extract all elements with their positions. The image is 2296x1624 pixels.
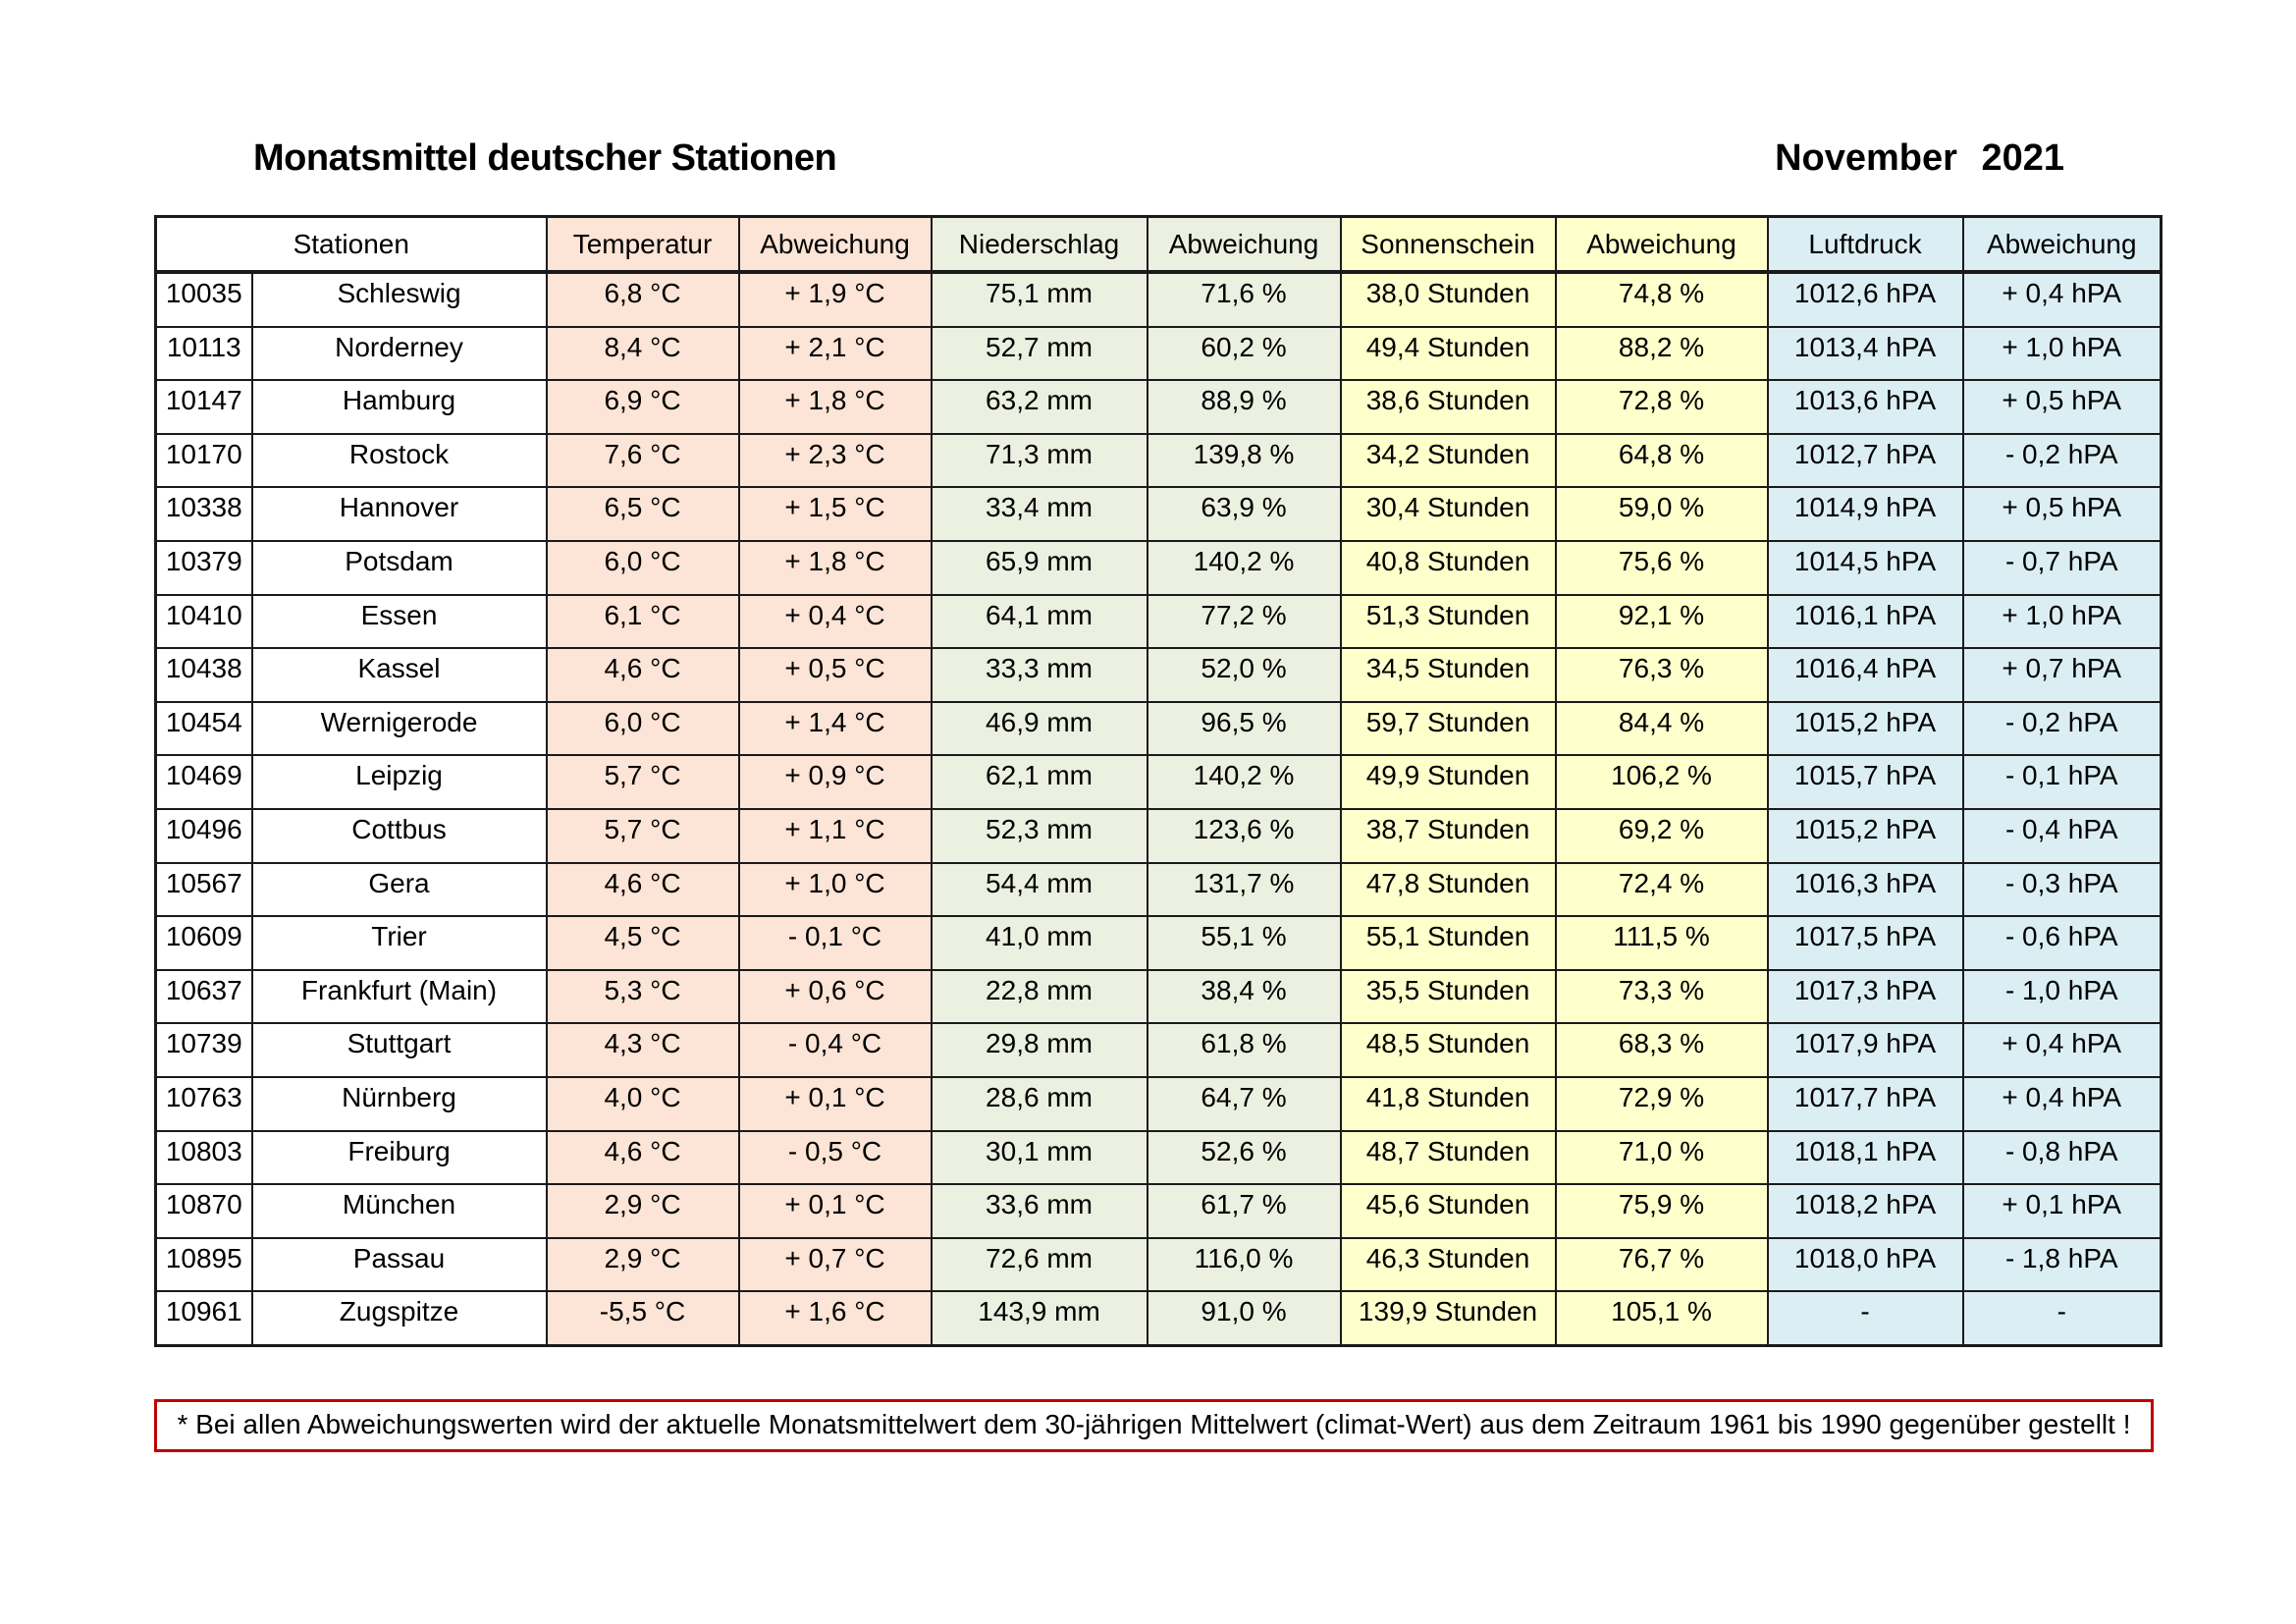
precipitation-cell: 30,1 mm xyxy=(932,1131,1148,1185)
header-precipitation-deviation: Abweichung xyxy=(1148,217,1341,273)
temperature-deviation-cell: + 1,8 °C xyxy=(739,541,932,595)
sunshine-cell: 41,8 Stunden xyxy=(1341,1077,1556,1131)
station-id-cell: 10609 xyxy=(156,916,252,970)
precipitation-deviation-cell: 38,4 % xyxy=(1148,970,1341,1024)
station-id-cell: 10113 xyxy=(156,327,252,381)
table-header-row xyxy=(156,217,2162,273)
station-name-cell: Schleswig xyxy=(252,272,547,327)
precipitation-cell: 75,1 mm xyxy=(932,272,1148,327)
sunshine-deviation-cell: 88,2 % xyxy=(1556,327,1768,381)
station-id-cell: 10739 xyxy=(156,1023,252,1077)
station-name-cell: Hannover xyxy=(252,487,547,541)
station-name-cell: Stuttgart xyxy=(252,1023,547,1077)
station-id-cell: 10870 xyxy=(156,1184,252,1238)
title-row xyxy=(253,137,2064,196)
station-name-cell: München xyxy=(252,1184,547,1238)
table-row xyxy=(156,863,2162,917)
precipitation-cell: 62,1 mm xyxy=(932,755,1148,809)
sunshine-deviation-cell: 76,3 % xyxy=(1556,648,1768,702)
station-name-cell: Essen xyxy=(252,595,547,649)
pressure-cell: 1017,3 hPA xyxy=(1768,970,1963,1024)
precipitation-deviation-cell: 64,7 % xyxy=(1148,1077,1341,1131)
temperature-deviation-cell: + 0,1 °C xyxy=(739,1077,932,1131)
precipitation-cell: 46,9 mm xyxy=(932,702,1148,756)
temperature-cell: 6,9 °C xyxy=(547,380,739,434)
header-temperature-deviation: Abweichung xyxy=(739,217,932,273)
station-id-cell: 10338 xyxy=(156,487,252,541)
header-sunshine-deviation: Abweichung xyxy=(1556,217,1768,273)
sunshine-deviation-cell: 59,0 % xyxy=(1556,487,1768,541)
header-pressure-deviation: Abweichung xyxy=(1963,217,2162,273)
sunshine-cell: 35,5 Stunden xyxy=(1341,970,1556,1024)
sunshine-deviation-cell: 72,4 % xyxy=(1556,863,1768,917)
precipitation-deviation-cell: 88,9 % xyxy=(1148,380,1341,434)
precipitation-cell: 65,9 mm xyxy=(932,541,1148,595)
precipitation-cell: 52,3 mm xyxy=(932,809,1148,863)
temperature-cell: 4,6 °C xyxy=(547,648,739,702)
temperature-deviation-cell: + 1,6 °C xyxy=(739,1291,932,1345)
precipitation-cell: 54,4 mm xyxy=(932,863,1148,917)
station-name-cell: Wernigerode xyxy=(252,702,547,756)
temperature-cell: 6,0 °C xyxy=(547,702,739,756)
sunshine-cell: 49,4 Stunden xyxy=(1341,327,1556,381)
pressure-cell: 1015,7 hPA xyxy=(1768,755,1963,809)
table-row xyxy=(156,595,2162,649)
station-name-cell: Gera xyxy=(252,863,547,917)
temperature-deviation-cell: + 1,9 °C xyxy=(739,272,932,327)
station-id-cell: 10147 xyxy=(156,380,252,434)
pressure-deviation-cell: + 0,4 hPA xyxy=(1963,1023,2162,1077)
pressure-cell: 1014,9 hPA xyxy=(1768,487,1963,541)
station-id-cell: 10496 xyxy=(156,809,252,863)
station-name-cell: Leipzig xyxy=(252,755,547,809)
precipitation-cell: 72,6 mm xyxy=(932,1238,1148,1292)
station-id-cell: 10763 xyxy=(156,1077,252,1131)
pressure-deviation-cell: - 0,8 hPA xyxy=(1963,1131,2162,1185)
precipitation-deviation-cell: 55,1 % xyxy=(1148,916,1341,970)
temperature-deviation-cell: - 0,1 °C xyxy=(739,916,932,970)
precipitation-deviation-cell: 61,7 % xyxy=(1148,1184,1341,1238)
sunshine-deviation-cell: 92,1 % xyxy=(1556,595,1768,649)
precipitation-deviation-cell: 60,2 % xyxy=(1148,327,1341,381)
table-row xyxy=(156,272,2162,327)
table-row xyxy=(156,916,2162,970)
temperature-cell: 6,5 °C xyxy=(547,487,739,541)
precipitation-deviation-cell: 61,8 % xyxy=(1148,1023,1341,1077)
period-label: November 2021 xyxy=(1775,137,2064,179)
station-name-cell: Passau xyxy=(252,1238,547,1292)
pressure-cell: 1015,2 hPA xyxy=(1768,809,1963,863)
sunshine-deviation-cell: 72,8 % xyxy=(1556,380,1768,434)
station-id-cell: 10961 xyxy=(156,1291,252,1345)
precipitation-deviation-cell: 123,6 % xyxy=(1148,809,1341,863)
temperature-cell: 4,6 °C xyxy=(547,1131,739,1185)
pressure-cell: 1013,4 hPA xyxy=(1768,327,1963,381)
temperature-cell: 7,6 °C xyxy=(547,434,739,488)
station-table xyxy=(154,215,2163,1347)
station-id-cell: 10567 xyxy=(156,863,252,917)
sunshine-cell: 30,4 Stunden xyxy=(1341,487,1556,541)
temperature-cell: 4,5 °C xyxy=(547,916,739,970)
header-stations: Stationen xyxy=(156,217,547,273)
pressure-deviation-cell: + 0,4 hPA xyxy=(1963,1077,2162,1131)
pressure-deviation-cell: - 1,8 hPA xyxy=(1963,1238,2162,1292)
sunshine-cell: 34,5 Stunden xyxy=(1341,648,1556,702)
station-name-cell: Frankfurt (Main) xyxy=(252,970,547,1024)
station-name-cell: Norderney xyxy=(252,327,547,381)
sunshine-cell: 38,7 Stunden xyxy=(1341,809,1556,863)
table-row xyxy=(156,1077,2162,1131)
precipitation-deviation-cell: 140,2 % xyxy=(1148,541,1341,595)
precipitation-cell: 71,3 mm xyxy=(932,434,1148,488)
temperature-cell: 8,4 °C xyxy=(547,327,739,381)
table-row xyxy=(156,1023,2162,1077)
precipitation-cell: 64,1 mm xyxy=(932,595,1148,649)
pressure-cell: 1018,1 hPA xyxy=(1768,1131,1963,1185)
temperature-deviation-cell: + 1,0 °C xyxy=(739,863,932,917)
pressure-deviation-cell: + 0,1 hPA xyxy=(1963,1184,2162,1238)
sunshine-deviation-cell: 75,9 % xyxy=(1556,1184,1768,1238)
table-row xyxy=(156,970,2162,1024)
temperature-cell: 6,0 °C xyxy=(547,541,739,595)
precipitation-deviation-cell: 96,5 % xyxy=(1148,702,1341,756)
pressure-cell: 1018,0 hPA xyxy=(1768,1238,1963,1292)
station-id-cell: 10438 xyxy=(156,648,252,702)
pressure-deviation-cell: - 0,4 hPA xyxy=(1963,809,2162,863)
temperature-deviation-cell: + 0,4 °C xyxy=(739,595,932,649)
sunshine-cell: 51,3 Stunden xyxy=(1341,595,1556,649)
station-name-cell: Rostock xyxy=(252,434,547,488)
station-id-cell: 10803 xyxy=(156,1131,252,1185)
station-id-cell: 10454 xyxy=(156,702,252,756)
pressure-deviation-cell: + 1,0 hPA xyxy=(1963,595,2162,649)
station-id-cell: 10410 xyxy=(156,595,252,649)
sunshine-deviation-cell: 64,8 % xyxy=(1556,434,1768,488)
header-precipitation: Niederschlag xyxy=(932,217,1148,273)
temperature-deviation-cell: + 0,5 °C xyxy=(739,648,932,702)
station-name-cell: Zugspitze xyxy=(252,1291,547,1345)
table-row xyxy=(156,648,2162,702)
precipitation-deviation-cell: 52,0 % xyxy=(1148,648,1341,702)
table-body xyxy=(156,272,2162,1346)
table-row xyxy=(156,1291,2162,1345)
pressure-deviation-cell: - 0,3 hPA xyxy=(1963,863,2162,917)
station-name-cell: Freiburg xyxy=(252,1131,547,1185)
sunshine-deviation-cell: 106,2 % xyxy=(1556,755,1768,809)
precipitation-deviation-cell: 71,6 % xyxy=(1148,272,1341,327)
temperature-deviation-cell: + 1,1 °C xyxy=(739,809,932,863)
pressure-deviation-cell: + 0,5 hPA xyxy=(1963,380,2162,434)
pressure-deviation-cell: - 0,1 hPA xyxy=(1963,755,2162,809)
sunshine-deviation-cell: 74,8 % xyxy=(1556,272,1768,327)
sunshine-cell: 38,0 Stunden xyxy=(1341,272,1556,327)
precipitation-deviation-cell: 131,7 % xyxy=(1148,863,1341,917)
pressure-cell: 1014,5 hPA xyxy=(1768,541,1963,595)
pressure-deviation-cell: - 0,2 hPA xyxy=(1963,434,2162,488)
header-pressure: Luftdruck xyxy=(1768,217,1963,273)
sunshine-cell: 34,2 Stunden xyxy=(1341,434,1556,488)
precipitation-cell: 22,8 mm xyxy=(932,970,1148,1024)
temperature-cell: 2,9 °C xyxy=(547,1184,739,1238)
temperature-cell: 5,3 °C xyxy=(547,970,739,1024)
station-id-cell: 10035 xyxy=(156,272,252,327)
sunshine-cell: 48,7 Stunden xyxy=(1341,1131,1556,1185)
table-row xyxy=(156,1131,2162,1185)
sunshine-cell: 55,1 Stunden xyxy=(1341,916,1556,970)
footnote: * Bei allen Abweichungswerten wird der aktuelle Monatsmittelwert dem 30-jährigen Mittelwert (climat-Wert) aus dem Zeitraum 1961 bis 1990 gegenüber gestellt ! xyxy=(154,1399,2154,1452)
sunshine-deviation-cell: 71,0 % xyxy=(1556,1131,1768,1185)
temperature-deviation-cell: + 0,6 °C xyxy=(739,970,932,1024)
temperature-deviation-cell: + 2,3 °C xyxy=(739,434,932,488)
station-id-cell: 10379 xyxy=(156,541,252,595)
pressure-deviation-cell: - xyxy=(1963,1291,2162,1345)
pressure-cell: 1016,4 hPA xyxy=(1768,648,1963,702)
temperature-cell: 5,7 °C xyxy=(547,755,739,809)
pressure-deviation-cell: + 0,7 hPA xyxy=(1963,648,2162,702)
sunshine-cell: 47,8 Stunden xyxy=(1341,863,1556,917)
sunshine-deviation-cell: 75,6 % xyxy=(1556,541,1768,595)
precipitation-cell: 41,0 mm xyxy=(932,916,1148,970)
precipitation-cell: 143,9 mm xyxy=(932,1291,1148,1345)
sunshine-cell: 40,8 Stunden xyxy=(1341,541,1556,595)
precipitation-deviation-cell: 139,8 % xyxy=(1148,434,1341,488)
precipitation-cell: 33,4 mm xyxy=(932,487,1148,541)
sunshine-cell: 38,6 Stunden xyxy=(1341,380,1556,434)
temperature-deviation-cell: - 0,5 °C xyxy=(739,1131,932,1185)
sunshine-cell: 48,5 Stunden xyxy=(1341,1023,1556,1077)
pressure-cell: 1017,7 hPA xyxy=(1768,1077,1963,1131)
sunshine-deviation-cell: 68,3 % xyxy=(1556,1023,1768,1077)
table-row xyxy=(156,327,2162,381)
sunshine-cell: 45,6 Stunden xyxy=(1341,1184,1556,1238)
pressure-cell: 1017,9 hPA xyxy=(1768,1023,1963,1077)
sunshine-cell: 46,3 Stunden xyxy=(1341,1238,1556,1292)
temperature-deviation-cell: + 1,5 °C xyxy=(739,487,932,541)
pressure-cell: 1013,6 hPA xyxy=(1768,380,1963,434)
precipitation-cell: 33,3 mm xyxy=(932,648,1148,702)
sunshine-deviation-cell: 84,4 % xyxy=(1556,702,1768,756)
pressure-deviation-cell: - 0,7 hPA xyxy=(1963,541,2162,595)
table-row xyxy=(156,809,2162,863)
table-row xyxy=(156,1238,2162,1292)
temperature-cell: 6,8 °C xyxy=(547,272,739,327)
station-name-cell: Trier xyxy=(252,916,547,970)
sunshine-deviation-cell: 105,1 % xyxy=(1556,1291,1768,1345)
table-row xyxy=(156,702,2162,756)
station-name-cell: Potsdam xyxy=(252,541,547,595)
header-sunshine: Sonnenschein xyxy=(1341,217,1556,273)
sunshine-deviation-cell: 73,3 % xyxy=(1556,970,1768,1024)
temperature-cell: 4,0 °C xyxy=(547,1077,739,1131)
temperature-deviation-cell: + 0,7 °C xyxy=(739,1238,932,1292)
precipitation-deviation-cell: 77,2 % xyxy=(1148,595,1341,649)
pressure-deviation-cell: + 1,0 hPA xyxy=(1963,327,2162,381)
temperature-deviation-cell: + 2,1 °C xyxy=(739,327,932,381)
station-name-cell: Nürnberg xyxy=(252,1077,547,1131)
pressure-cell: 1018,2 hPA xyxy=(1768,1184,1963,1238)
pressure-deviation-cell: - 0,6 hPA xyxy=(1963,916,2162,970)
station-name-cell: Kassel xyxy=(252,648,547,702)
precipitation-deviation-cell: 63,9 % xyxy=(1148,487,1341,541)
temperature-deviation-cell: + 1,4 °C xyxy=(739,702,932,756)
pressure-cell: 1017,5 hPA xyxy=(1768,916,1963,970)
header-temperature: Temperatur xyxy=(547,217,739,273)
pressure-deviation-cell: + 0,4 hPA xyxy=(1963,272,2162,327)
temperature-deviation-cell: - 0,4 °C xyxy=(739,1023,932,1077)
temperature-deviation-cell: + 1,8 °C xyxy=(739,380,932,434)
page-title: Monatsmittel deutscher Stationen xyxy=(253,137,837,179)
table-row xyxy=(156,1184,2162,1238)
pressure-cell: 1015,2 hPA xyxy=(1768,702,1963,756)
temperature-cell: 6,1 °C xyxy=(547,595,739,649)
precipitation-cell: 52,7 mm xyxy=(932,327,1148,381)
pressure-cell: 1016,1 hPA xyxy=(1768,595,1963,649)
station-id-cell: 10895 xyxy=(156,1238,252,1292)
table-row xyxy=(156,755,2162,809)
table-row xyxy=(156,380,2162,434)
precipitation-deviation-cell: 52,6 % xyxy=(1148,1131,1341,1185)
table-row xyxy=(156,541,2162,595)
station-id-cell: 10469 xyxy=(156,755,252,809)
sunshine-cell: 139,9 Stunden xyxy=(1341,1291,1556,1345)
sunshine-deviation-cell: 76,7 % xyxy=(1556,1238,1768,1292)
temperature-cell: 4,6 °C xyxy=(547,863,739,917)
pressure-cell: 1016,3 hPA xyxy=(1768,863,1963,917)
station-id-cell: 10170 xyxy=(156,434,252,488)
sunshine-deviation-cell: 72,9 % xyxy=(1556,1077,1768,1131)
pressure-cell: 1012,7 hPA xyxy=(1768,434,1963,488)
temperature-cell: 2,9 °C xyxy=(547,1238,739,1292)
precipitation-deviation-cell: 91,0 % xyxy=(1148,1291,1341,1345)
pressure-deviation-cell: + 0,5 hPA xyxy=(1963,487,2162,541)
pressure-deviation-cell: - 1,0 hPA xyxy=(1963,970,2162,1024)
precipitation-cell: 28,6 mm xyxy=(932,1077,1148,1131)
temperature-cell: 5,7 °C xyxy=(547,809,739,863)
temperature-deviation-cell: + 0,9 °C xyxy=(739,755,932,809)
sunshine-cell: 59,7 Stunden xyxy=(1341,702,1556,756)
table-row xyxy=(156,487,2162,541)
station-name-cell: Cottbus xyxy=(252,809,547,863)
sunshine-deviation-cell: 111,5 % xyxy=(1556,916,1768,970)
precipitation-cell: 29,8 mm xyxy=(932,1023,1148,1077)
precipitation-cell: 33,6 mm xyxy=(932,1184,1148,1238)
pressure-cell: 1012,6 hPA xyxy=(1768,272,1963,327)
temperature-cell: 4,3 °C xyxy=(547,1023,739,1077)
station-name-cell: Hamburg xyxy=(252,380,547,434)
sunshine-deviation-cell: 69,2 % xyxy=(1556,809,1768,863)
pressure-deviation-cell: - 0,2 hPA xyxy=(1963,702,2162,756)
pressure-cell: - xyxy=(1768,1291,1963,1345)
precipitation-deviation-cell: 116,0 % xyxy=(1148,1238,1341,1292)
sunshine-cell: 49,9 Stunden xyxy=(1341,755,1556,809)
table-row xyxy=(156,434,2162,488)
temperature-deviation-cell: + 0,1 °C xyxy=(739,1184,932,1238)
precipitation-deviation-cell: 140,2 % xyxy=(1148,755,1341,809)
precipitation-cell: 63,2 mm xyxy=(932,380,1148,434)
station-id-cell: 10637 xyxy=(156,970,252,1024)
temperature-cell: -5,5 °C xyxy=(547,1291,739,1345)
